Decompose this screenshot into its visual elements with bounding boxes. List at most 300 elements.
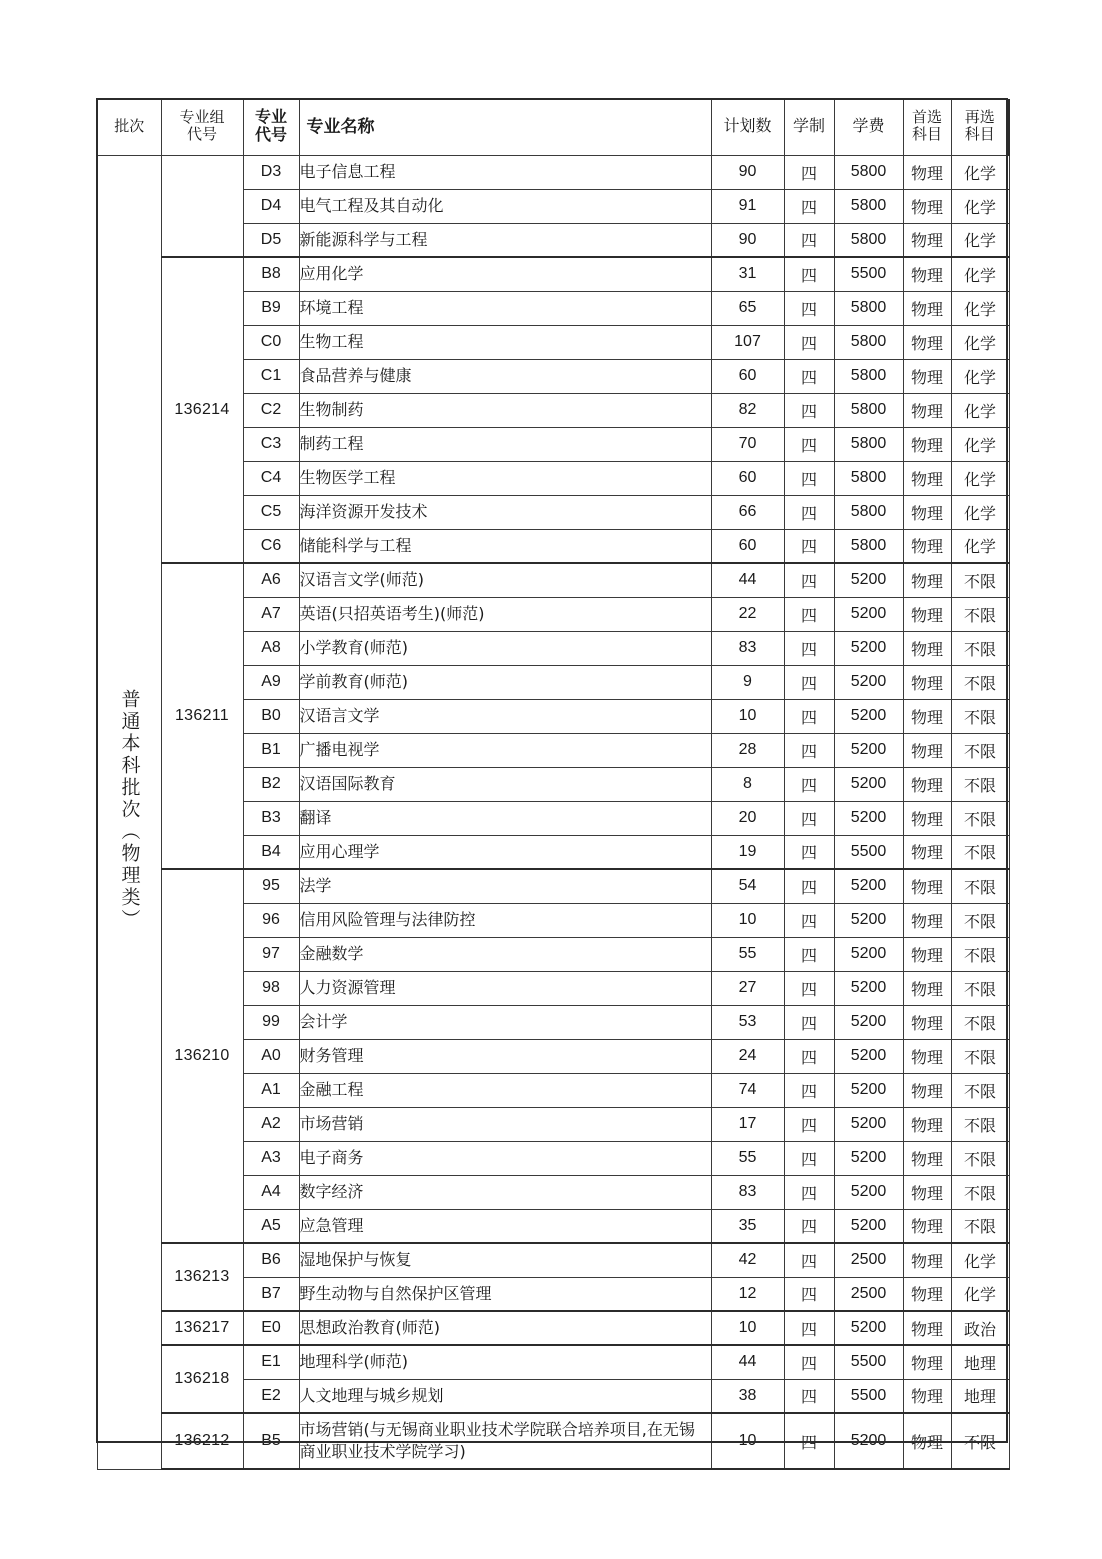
cell-years: 四 [784,1175,834,1209]
cell-major-name: 野生动物与自然保护区管理 [299,1277,711,1311]
cell-major-name: 信用风险管理与法律防控 [299,903,711,937]
cell-plan-count: 9 [711,665,784,699]
cell-fee: 5200 [834,1413,903,1469]
cell-second-subject: 不限 [951,971,1009,1005]
cell-fee: 5800 [834,495,903,529]
cell-second-subject: 不限 [951,869,1009,903]
cell-years: 四 [784,257,834,291]
cell-major-name: 金融工程 [299,1073,711,1107]
cell-major-code: A9 [243,665,299,699]
column-header-second-subject-line2: 科目 [964,126,995,143]
cell-years: 四 [784,1243,834,1277]
cell-plan-count: 35 [711,1209,784,1243]
cell-second-subject: 化学 [951,189,1009,223]
cell-group-code: 136210 [161,869,243,1243]
cell-major-name: 小学教育(师范) [299,631,711,665]
cell-major-code: 99 [243,1005,299,1039]
cell-second-subject: 不限 [951,937,1009,971]
cell-major-name: 新能源科学与工程 [299,223,711,257]
cell-plan-count: 10 [711,1413,784,1469]
cell-major-code: C6 [243,529,299,563]
cell-second-subject: 不限 [951,733,1009,767]
cell-first-subject: 物理 [903,1311,951,1345]
cell-first-subject: 物理 [903,699,951,733]
table-row [97,1413,1009,1469]
cell-years: 四 [784,1277,834,1311]
column-header-first-subject-line2: 科目 [911,126,942,143]
cell-group-code: 136213 [161,1243,243,1311]
column-header-major-code-line1: 专业 [254,109,287,127]
cell-plan-count: 44 [711,563,784,597]
cell-fee: 5200 [834,1005,903,1039]
cell-major-name: 人力资源管理 [299,971,711,1005]
cell-major-name: 学前教育(师范) [299,665,711,699]
cell-second-subject: 政治 [951,1311,1009,1345]
cell-years: 四 [784,1141,834,1175]
header-row [97,99,1009,155]
table-row [97,1243,1009,1277]
cell-fee: 5200 [834,1107,903,1141]
cell-major-code: C4 [243,461,299,495]
cell-second-subject: 不限 [951,1141,1009,1175]
cell-major-name: 汉语国际教育 [299,767,711,801]
cell-fee: 5800 [834,325,903,359]
cell-plan-count: 10 [711,903,784,937]
cell-second-subject: 化学 [951,1277,1009,1311]
cell-fee: 5200 [834,1209,903,1243]
cell-years: 四 [784,495,834,529]
cell-years: 四 [784,597,834,631]
cell-first-subject: 物理 [903,155,951,189]
cell-fee: 5200 [834,1141,903,1175]
cell-second-subject: 不限 [951,1209,1009,1243]
cell-major-code: B1 [243,733,299,767]
cell-years: 四 [784,1345,834,1379]
cell-fee: 5800 [834,427,903,461]
cell-major-code: A3 [243,1141,299,1175]
cell-fee: 5200 [834,631,903,665]
cell-major-code: B8 [243,257,299,291]
cell-major-name: 制药工程 [299,427,711,461]
cell-second-subject: 不限 [951,631,1009,665]
cell-major-name: 电子商务 [299,1141,711,1175]
cell-fee: 5800 [834,393,903,427]
cell-group-code: 136218 [161,1345,243,1413]
cell-plan-count: 66 [711,495,784,529]
cell-second-subject: 不限 [951,563,1009,597]
column-header-second-subject-line1: 再选 [964,109,995,127]
cell-major-code: A6 [243,563,299,597]
cell-first-subject: 物理 [903,1073,951,1107]
admission-plan-table-container [96,98,1008,1470]
cell-first-subject: 物理 [903,1107,951,1141]
cell-first-subject: 物理 [903,835,951,869]
column-header-major-code-line2: 代号 [254,127,287,144]
cell-second-subject: 化学 [951,155,1009,189]
cell-first-subject: 物理 [903,869,951,903]
cell-major-code: C3 [243,427,299,461]
cell-years: 四 [784,733,834,767]
table-row [97,1311,1009,1345]
cell-major-code: 95 [243,869,299,903]
cell-plan-count: 70 [711,427,784,461]
cell-major-name: 海洋资源开发技术 [299,495,711,529]
cell-years: 四 [784,1209,834,1243]
cell-plan-count: 82 [711,393,784,427]
cell-second-subject: 不限 [951,699,1009,733]
cell-plan-count: 83 [711,1175,784,1209]
cell-plan-count: 38 [711,1379,784,1413]
cell-second-subject: 化学 [951,359,1009,393]
cell-first-subject: 物理 [903,631,951,665]
cell-major-name: 财务管理 [299,1039,711,1073]
cell-second-subject: 化学 [951,495,1009,529]
cell-major-code: B9 [243,291,299,325]
cell-years: 四 [784,835,834,869]
cell-plan-count: 60 [711,359,784,393]
cell-first-subject: 物理 [903,1379,951,1413]
cell-fee: 5500 [834,835,903,869]
cell-years: 四 [784,223,834,257]
cell-second-subject: 不限 [951,801,1009,835]
table-header [97,99,1009,155]
cell-fee: 5500 [834,1379,903,1413]
cell-major-name: 人文地理与城乡规划 [299,1379,711,1413]
cell-second-subject: 不限 [951,1175,1009,1209]
cell-years: 四 [784,155,834,189]
cell-years: 四 [784,631,834,665]
column-header-group-code-line2: 代号 [186,126,217,143]
column-header-major-code [243,99,299,155]
cell-fee: 5200 [834,971,903,1005]
cell-fee: 5200 [834,563,903,597]
cell-first-subject: 物理 [903,189,951,223]
cell-plan-count: 17 [711,1107,784,1141]
cell-first-subject: 物理 [903,223,951,257]
cell-fee: 5200 [834,801,903,835]
cell-second-subject: 地理 [951,1345,1009,1379]
column-header-group-code [161,99,243,155]
cell-first-subject: 物理 [903,1175,951,1209]
cell-major-name: 市场营销 [299,1107,711,1141]
column-header-years: 学制 [784,99,834,155]
cell-major-name: 湿地保护与恢复 [299,1243,711,1277]
column-header-major-name: 专业名称 [299,99,711,155]
cell-first-subject: 物理 [903,427,951,461]
cell-plan-count: 10 [711,699,784,733]
cell-second-subject: 化学 [951,291,1009,325]
cell-first-subject: 物理 [903,1277,951,1311]
cell-second-subject: 化学 [951,427,1009,461]
cell-fee: 5500 [834,1345,903,1379]
table-row [97,257,1009,291]
cell-first-subject: 物理 [903,359,951,393]
cell-years: 四 [784,189,834,223]
cell-major-name: 翻译 [299,801,711,835]
cell-major-code: B5 [243,1413,299,1469]
cell-first-subject: 物理 [903,903,951,937]
cell-first-subject: 物理 [903,597,951,631]
cell-years: 四 [784,1039,834,1073]
cell-plan-count: 24 [711,1039,784,1073]
cell-years: 四 [784,801,834,835]
cell-second-subject: 化学 [951,257,1009,291]
cell-second-subject: 化学 [951,461,1009,495]
cell-major-name: 地理科学(师范) [299,1345,711,1379]
cell-second-subject: 不限 [951,903,1009,937]
cell-group-code: 136211 [161,563,243,869]
cell-major-code: D3 [243,155,299,189]
column-header-first-subject [903,99,951,155]
cell-years: 四 [784,665,834,699]
cell-major-code: A2 [243,1107,299,1141]
cell-second-subject: 化学 [951,1243,1009,1277]
cell-plan-count: 42 [711,1243,784,1277]
table-row [97,869,1009,903]
cell-plan-count: 55 [711,1141,784,1175]
cell-years: 四 [784,393,834,427]
cell-first-subject: 物理 [903,1345,951,1379]
cell-first-subject: 物理 [903,563,951,597]
cell-plan-count: 60 [711,461,784,495]
cell-second-subject: 化学 [951,325,1009,359]
cell-years: 四 [784,971,834,1005]
cell-first-subject: 物理 [903,1039,951,1073]
cell-years: 四 [784,1005,834,1039]
column-header-plan-count: 计划数 [711,99,784,155]
cell-major-code: 97 [243,937,299,971]
cell-fee: 5800 [834,529,903,563]
cell-fee: 5200 [834,767,903,801]
cell-years: 四 [784,461,834,495]
cell-major-code: B2 [243,767,299,801]
column-header-fee: 学费 [834,99,903,155]
cell-second-subject: 不限 [951,1039,1009,1073]
cell-major-name: 法学 [299,869,711,903]
cell-group-code: 136214 [161,257,243,563]
cell-major-code: A8 [243,631,299,665]
cell-second-subject: 化学 [951,223,1009,257]
cell-major-name: 生物制药 [299,393,711,427]
cell-first-subject: 物理 [903,767,951,801]
cell-plan-count: 90 [711,155,784,189]
cell-major-code: C2 [243,393,299,427]
column-header-batch: 批次 [97,99,161,155]
cell-major-name: 电子信息工程 [299,155,711,189]
cell-major-code: A5 [243,1209,299,1243]
cell-years: 四 [784,903,834,937]
cell-plan-count: 91 [711,189,784,223]
cell-major-name: 应用化学 [299,257,711,291]
cell-second-subject: 不限 [951,835,1009,869]
cell-major-name: 储能科学与工程 [299,529,711,563]
cell-plan-count: 65 [711,291,784,325]
cell-plan-count: 54 [711,869,784,903]
cell-major-name: 汉语言文学 [299,699,711,733]
cell-major-name: 会计学 [299,1005,711,1039]
cell-first-subject: 物理 [903,461,951,495]
cell-major-code: B6 [243,1243,299,1277]
cell-first-subject: 物理 [903,1243,951,1277]
cell-first-subject: 物理 [903,325,951,359]
cell-second-subject: 不限 [951,1107,1009,1141]
cell-second-subject: 不限 [951,767,1009,801]
cell-major-name: 金融数学 [299,937,711,971]
cell-major-code: B7 [243,1277,299,1311]
cell-first-subject: 物理 [903,937,951,971]
cell-fee: 5500 [834,257,903,291]
cell-second-subject: 化学 [951,393,1009,427]
cell-major-code: A1 [243,1073,299,1107]
cell-fee: 5200 [834,937,903,971]
cell-major-code: C5 [243,495,299,529]
cell-plan-count: 20 [711,801,784,835]
admission-plan-table [96,98,1010,1470]
cell-plan-count: 8 [711,767,784,801]
cell-major-code: D4 [243,189,299,223]
cell-first-subject: 物理 [903,1141,951,1175]
cell-major-name: 生物工程 [299,325,711,359]
cell-plan-count: 53 [711,1005,784,1039]
cell-years: 四 [784,869,834,903]
cell-major-name: 生物医学工程 [299,461,711,495]
cell-second-subject: 不限 [951,597,1009,631]
cell-fee: 5800 [834,359,903,393]
cell-major-code: C0 [243,325,299,359]
cell-group-code: 136217 [161,1311,243,1345]
cell-major-code: A4 [243,1175,299,1209]
cell-first-subject: 物理 [903,971,951,1005]
cell-major-code: E2 [243,1379,299,1413]
cell-major-code: B3 [243,801,299,835]
cell-years: 四 [784,1379,834,1413]
cell-plan-count: 31 [711,257,784,291]
table-row [97,155,1009,189]
cell-plan-count: 27 [711,971,784,1005]
cell-second-subject: 不限 [951,665,1009,699]
cell-first-subject: 物理 [903,393,951,427]
cell-major-name: 食品营养与健康 [299,359,711,393]
cell-major-code: A0 [243,1039,299,1073]
table-row [97,563,1009,597]
cell-major-code: C1 [243,359,299,393]
cell-plan-count: 90 [711,223,784,257]
cell-years: 四 [784,1107,834,1141]
cell-years: 四 [784,325,834,359]
cell-fee: 2500 [834,1277,903,1311]
table-body [97,155,1009,1469]
cell-first-subject: 物理 [903,665,951,699]
cell-fee: 5200 [834,869,903,903]
cell-years: 四 [784,767,834,801]
cell-plan-count: 22 [711,597,784,631]
cell-fee: 5200 [834,1311,903,1345]
cell-years: 四 [784,1311,834,1345]
cell-second-subject: 不限 [951,1413,1009,1469]
cell-fee: 5200 [834,1039,903,1073]
cell-major-name: 电气工程及其自动化 [299,189,711,223]
cell-plan-count: 83 [711,631,784,665]
cell-group-code [161,155,243,257]
cell-major-name: 市场营销(与无锡商业职业技术学院联合培养项目,在无锡商业职业技术学院学习) [299,1413,711,1469]
cell-major-name: 应急管理 [299,1209,711,1243]
cell-first-subject: 物理 [903,1413,951,1469]
cell-second-subject: 不限 [951,1073,1009,1107]
table-row [97,1345,1009,1379]
cell-years: 四 [784,699,834,733]
cell-fee: 5800 [834,223,903,257]
cell-fee: 5800 [834,155,903,189]
cell-first-subject: 物理 [903,257,951,291]
cell-fee: 5200 [834,1175,903,1209]
cell-fee: 5200 [834,733,903,767]
cell-first-subject: 物理 [903,801,951,835]
cell-major-code: B0 [243,699,299,733]
cell-major-code: A7 [243,597,299,631]
cell-major-code: B4 [243,835,299,869]
cell-plan-count: 44 [711,1345,784,1379]
cell-plan-count: 60 [711,529,784,563]
cell-second-subject: 地理 [951,1379,1009,1413]
cell-plan-count: 19 [711,835,784,869]
cell-years: 四 [784,563,834,597]
cell-plan-count: 107 [711,325,784,359]
cell-first-subject: 物理 [903,733,951,767]
cell-major-name: 应用心理学 [299,835,711,869]
cell-years: 四 [784,1073,834,1107]
cell-major-name: 英语(只招英语考生)(师范) [299,597,711,631]
cell-plan-count: 12 [711,1277,784,1311]
cell-fee: 2500 [834,1243,903,1277]
cell-first-subject: 物理 [903,291,951,325]
cell-plan-count: 74 [711,1073,784,1107]
cell-batch [97,155,161,1469]
cell-years: 四 [784,359,834,393]
cell-fee: 5200 [834,699,903,733]
cell-second-subject: 不限 [951,1005,1009,1039]
cell-major-name: 广播电视学 [299,733,711,767]
cell-fee: 5800 [834,189,903,223]
cell-plan-count: 10 [711,1311,784,1345]
cell-major-code: E1 [243,1345,299,1379]
cell-fee: 5200 [834,597,903,631]
cell-fee: 5800 [834,291,903,325]
cell-major-name: 数字经济 [299,1175,711,1209]
cell-years: 四 [784,291,834,325]
cell-major-name: 汉语言文学(师范) [299,563,711,597]
cell-plan-count: 55 [711,937,784,971]
cell-major-code: 96 [243,903,299,937]
cell-years: 四 [784,937,834,971]
cell-group-code: 136212 [161,1413,243,1469]
column-header-first-subject-line1: 首选 [911,109,942,127]
cell-major-code: 98 [243,971,299,1005]
column-header-group-code-line1: 专业组 [179,109,225,127]
cell-first-subject: 物理 [903,1005,951,1039]
cell-fee: 5200 [834,903,903,937]
cell-major-code: D5 [243,223,299,257]
cell-second-subject: 化学 [951,529,1009,563]
cell-major-name: 环境工程 [299,291,711,325]
cell-years: 四 [784,529,834,563]
batch-vertical-label: 普通本科批次（物理类） [118,688,141,931]
cell-fee: 5200 [834,665,903,699]
cell-first-subject: 物理 [903,529,951,563]
cell-first-subject: 物理 [903,1209,951,1243]
column-header-second-subject [951,99,1009,155]
cell-years: 四 [784,1413,834,1469]
cell-years: 四 [784,427,834,461]
